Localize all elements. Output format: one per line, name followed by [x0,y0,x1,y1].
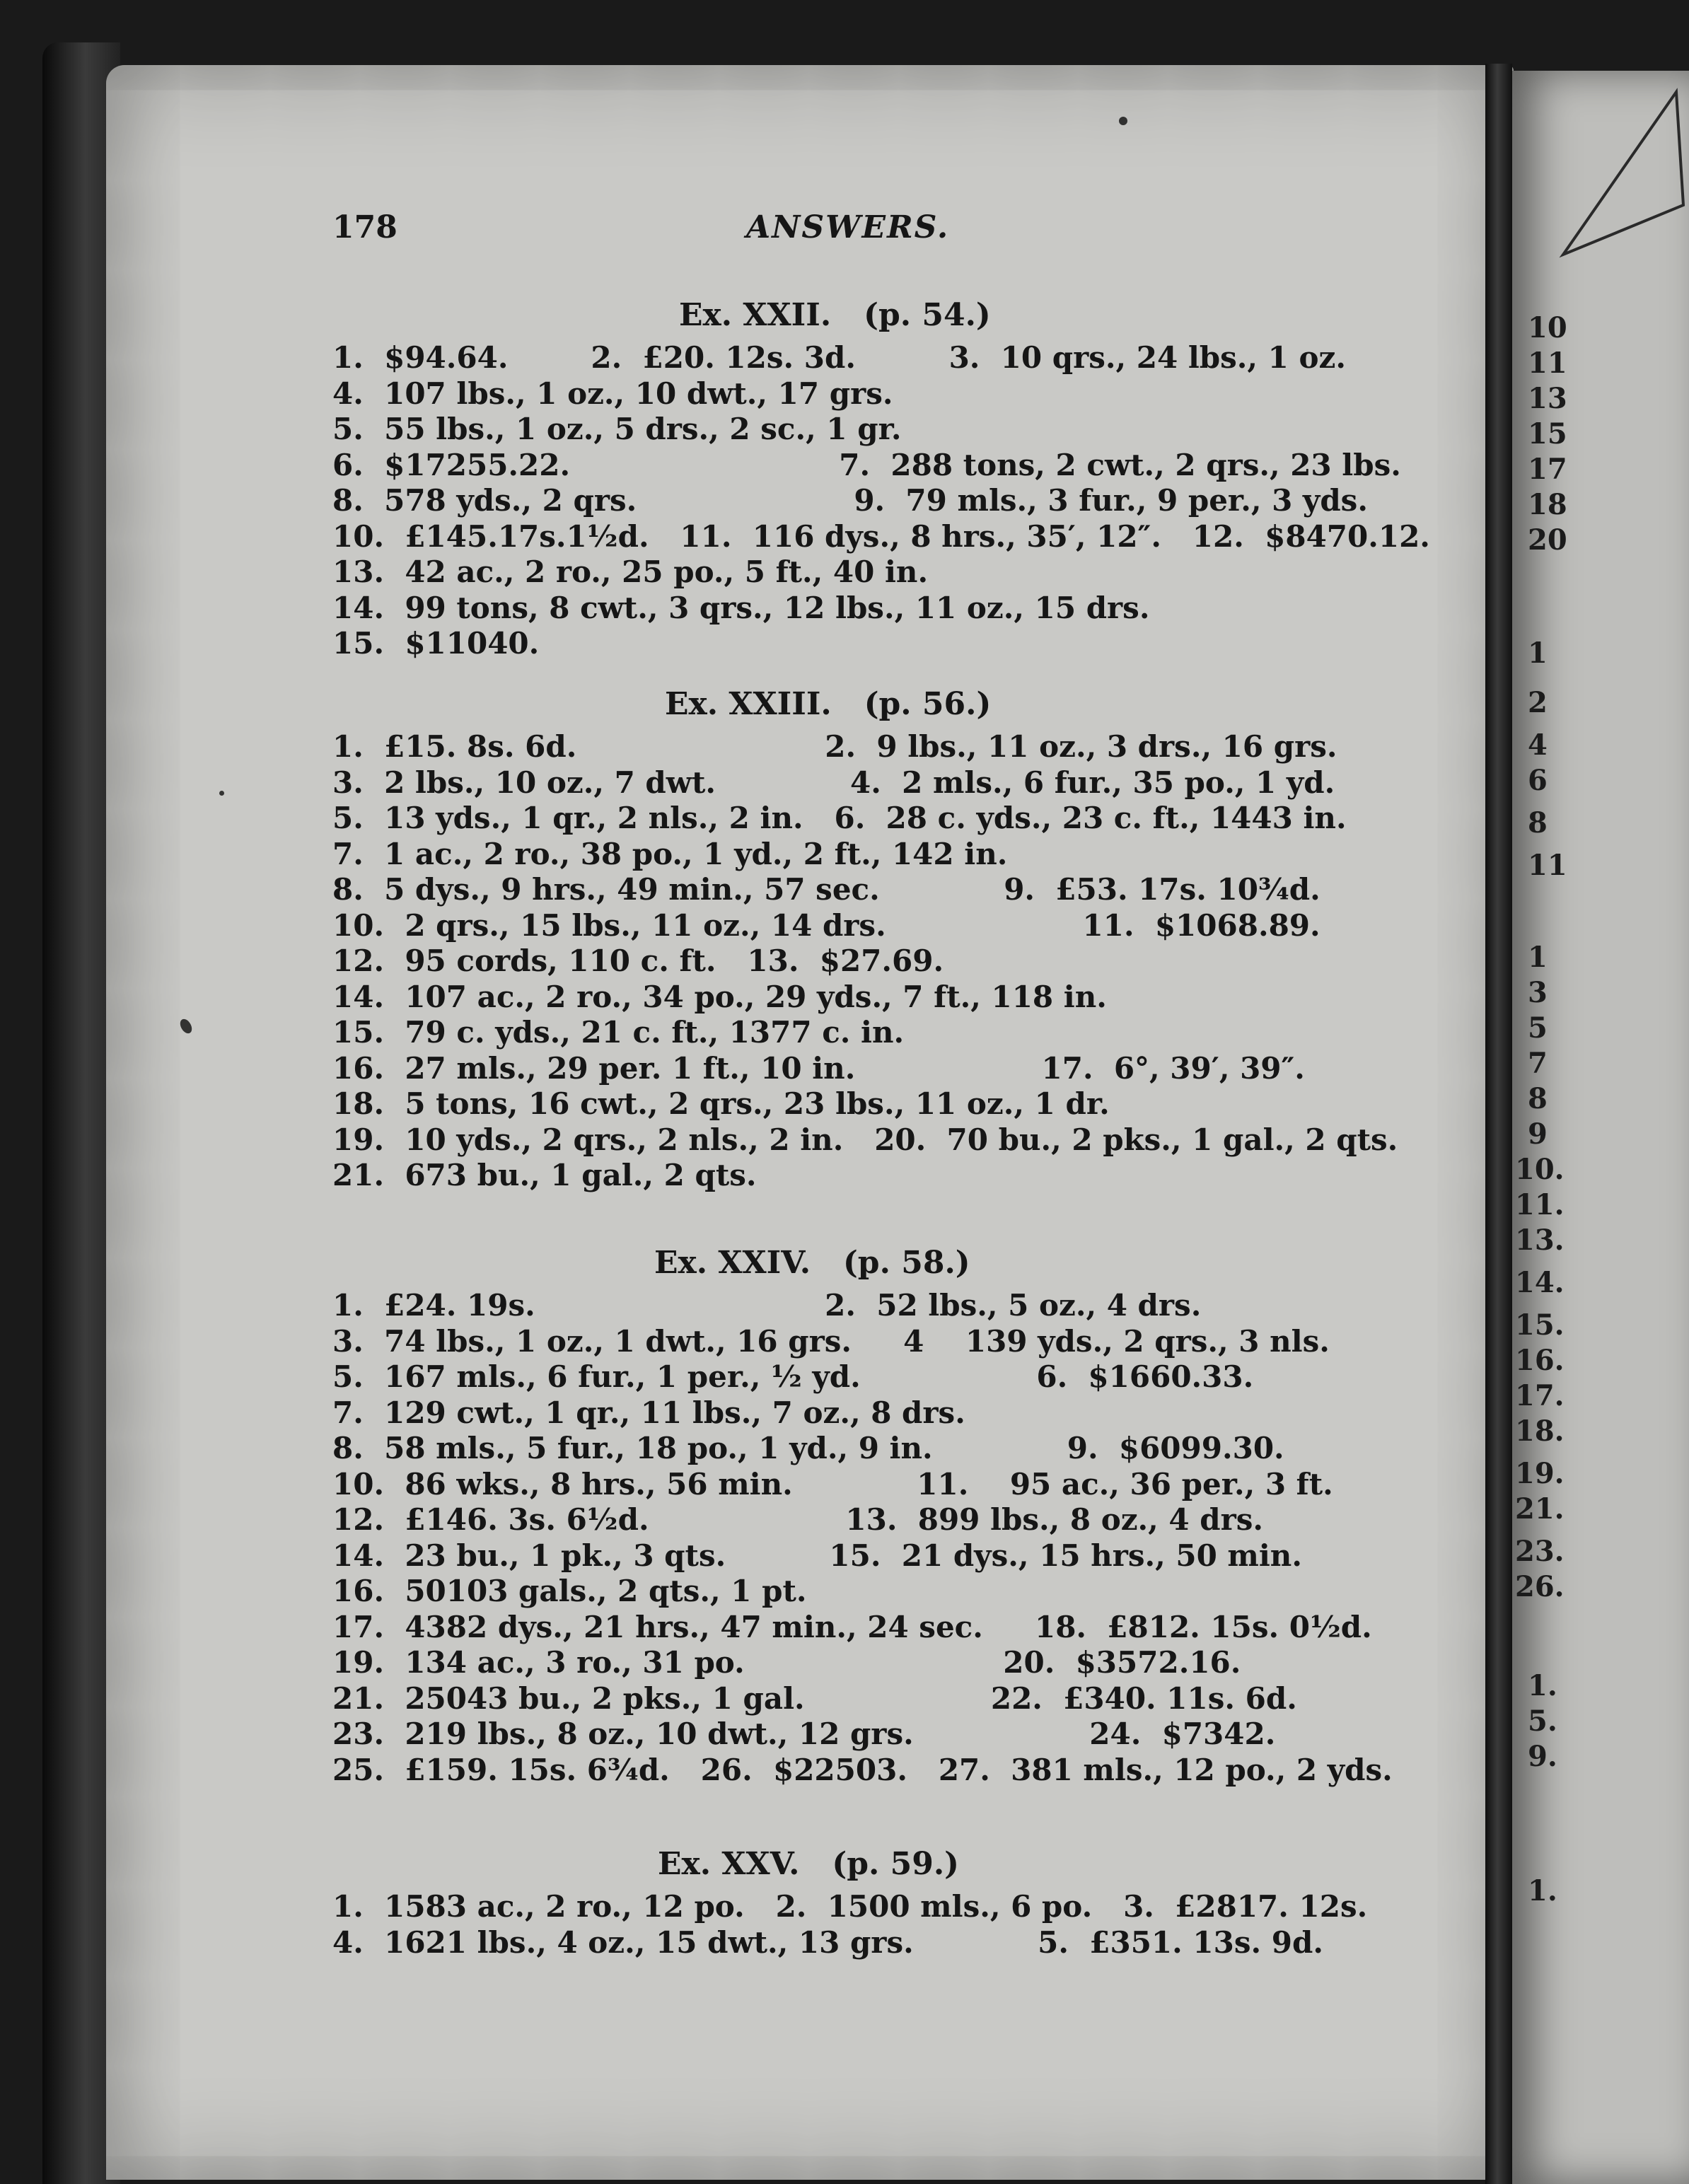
answer-line: 16. 27 mls., 29 per. 1 ft., 10 in. 17. 6°, 39′, 39″. [332,1050,1305,1086]
answer-line: 6. $17255.22. 7. 288 tons, 2 cwt., 2 qrs., 23 lbs. [332,447,1401,482]
answer-line: 16. 50103 gals., 2 qts., 1 pt. [332,1574,807,1608]
adjacent-page-number: 17. [1515,1379,1565,1412]
answer-line: 10. 2 qrs., 15 lbs., 11 oz., 14 drs. 11. $1068.89. [332,907,1321,943]
answer-line: 14. 99 tons, 8 cwt., 3 qrs., 12 lbs., 11 oz., 15 drs. [332,590,1150,625]
answer-line: 10. 86 wks., 8 hrs., 56 min. 11. 95 ac., 36 per., 3 ft. [332,1466,1333,1502]
adjacent-page-number: 10 [1528,311,1567,344]
adjacent-page-number: 1 [1528,941,1548,974]
adjacent-page-number: 16. [1515,1344,1565,1377]
answer-line: 25. £159. 15s. 6¾d. 26. $22503. 27. 381 mls., 12 po., 2 yds. [332,1752,1393,1787]
answer-line: 5. 13 yds., 1 qr., 2 nls., 2 in. 6. 28 c. yds., 23 c. ft., 1443 in. [332,801,1347,835]
adjacent-page-number: 15. [1515,1308,1565,1342]
adjacent-page-number: 15 [1528,417,1567,451]
answer-line: 7. 129 cwt., 1 qr., 11 lbs., 7 oz., 8 drs. [332,1395,965,1430]
book-spine [1485,64,1512,2184]
answer-line: 10. £145.17s.1½d. 11. 116 dys., 8 hrs., 35′, 12″. 12. $8470.12. [332,518,1430,554]
adjacent-page-number: 20 [1528,523,1567,557]
adjacent-page-number: 1. [1528,1669,1557,1702]
adjacent-page-number: 9 [1528,1117,1548,1151]
adjacent-page-number: 5 [1528,1011,1548,1045]
adjacent-page-number: 8 [1528,806,1548,840]
adjacent-page-number: 10. [1515,1153,1565,1186]
adjacent-page-number: 5. [1528,1704,1557,1738]
answer-line: 4. 1621 lbs., 4 oz., 15 dwt., 13 grs. 5. £351. 13s. 9d. [332,1924,1323,1960]
adjacent-page-number: 11. [1515,1188,1565,1221]
adjacent-page-number: 13. [1515,1224,1565,1257]
answer-line: 8. 578 yds., 2 qrs. 9. 79 mls., 3 fur., 9 per., 3 yds. [332,483,1368,518]
answer-line: 18. 5 tons, 16 cwt., 2 qrs., 23 lbs., 11 oz., 1 dr. [332,1086,1110,1121]
answer-line: 3. 2 lbs., 10 oz., 7 dwt. 4. 2 mls., 6 fur., 35 po., 1 yd. [332,765,1335,800]
answer-line: 8. 58 mls., 5 fur., 18 po., 1 yd., 9 in. 9. $6099.30. [332,1431,1284,1465]
answer-line: 17. 4382 dys., 21 hrs., 47 min., 24 sec. 18. £812. 15s. 0½d. [332,1609,1372,1644]
answer-line: 1. £15. 8s. 6d. 2. 9 lbs., 11 oz., 3 drs., 16 grs. [332,729,1337,764]
answer-line: 7. 1 ac., 2 ro., 38 po., 1 yd., 2 ft., 142 in. [332,836,1008,871]
adjacent-page-number: 17 [1528,453,1567,486]
adjacent-page-number: 26. [1515,1570,1565,1603]
section-heading: Ex. XXIV. (p. 58.) [654,1245,970,1281]
page-header [332,209,1400,252]
answer-line: 19. 10 yds., 2 qrs., 2 nls., 2 in. 20. 70 bu., 2 pks., 1 gal., 2 qts. [332,1122,1398,1157]
adjacent-page-number: 19. [1515,1457,1565,1490]
adjacent-page-number: 1 [1528,637,1548,670]
answer-line: 14. 107 ac., 2 ro., 34 po., 29 yds., 7 ft., 118 in. [332,979,1107,1014]
answer-line: 15. 79 c. yds., 21 c. ft., 1377 c. in. [332,1015,905,1050]
ink-speck [1119,117,1127,125]
answer-line: 13. 42 ac., 2 ro., 25 po., 5 ft., 40 in. [332,554,929,589]
answer-line: 5. 55 lbs., 1 oz., 5 drs., 2 sc., 1 gr. [332,412,902,446]
adjacent-page-number: 4 [1528,728,1548,762]
adjacent-page-number: 7 [1528,1047,1548,1080]
answer-line: 12. £146. 3s. 6½d. 13. 899 lbs., 8 oz., 4 drs. [332,1502,1264,1537]
page-corner-fold-icon [1521,78,1689,304]
adjacent-page-number: 11 [1528,849,1567,882]
answer-line: 21. 25043 bu., 2 pks., 1 gal. 22. £340. 11s. 6d. [332,1680,1297,1716]
answer-line: 5. 167 mls., 6 fur., 1 per., ½ yd. 6. $1660.33. [332,1359,1254,1394]
adjacent-page-number: 18 [1528,488,1567,521]
section-heading: Ex. XXIII. (p. 56.) [665,686,992,722]
answer-line: 1. £24. 19s. 2. 52 lbs., 5 oz., 4 drs. [332,1288,1202,1323]
answer-line: 21. 673 bu., 1 gal., 2 qts. [332,1158,757,1192]
adjacent-page-number: 2 [1528,686,1548,719]
ink-speck [219,791,224,796]
answer-line: 14. 23 bu., 1 pk., 3 qts. 15. 21 dys., 15 hrs., 50 min. [332,1538,1302,1573]
answer-line: 4. 107 lbs., 1 oz., 10 dwt., 17 grs. [332,376,893,411]
answer-line: 23. 219 lbs., 8 oz., 10 dwt., 12 grs. 24. $7342. [332,1717,1276,1751]
answer-line: 3. 74 lbs., 1 oz., 1 dwt., 16 grs. 4 139 yds., 2 qrs., 3 nls. [332,1323,1330,1359]
answer-line: 19. 134 ac., 3 ro., 31 po. 20. $3572.16. [332,1645,1241,1680]
answer-line: 1. $94.64. 2. £20. 12s. 3d. 3. 10 qrs., 24 lbs., 1 oz. [332,340,1346,375]
adjacent-page-number: 9. [1528,1740,1557,1773]
adjacent-page-number: 14. [1515,1266,1565,1299]
adjacent-page-number: 6 [1528,764,1548,797]
adjacent-page-number: 8 [1528,1082,1548,1115]
adjacent-page-number: 13 [1528,382,1567,415]
page-number: 178 [332,209,397,245]
adjacent-page-number: 11 [1528,347,1567,380]
answer-line: 8. 5 dys., 9 hrs., 49 min., 57 sec. 9. £53. 17s. 10¾d. [332,872,1321,907]
adjacent-page-number: 21. [1515,1492,1565,1526]
answer-line: 1. 1583 ac., 2 ro., 12 po. 2. 1500 mls., 6 po. 3. £2817. 12s. [332,1889,1368,1924]
adjacent-page-number: 3 [1528,976,1548,1009]
answer-line: 15. $11040. [332,626,540,661]
running-title: ANSWERS. [746,209,950,245]
section-heading: Ex. XXII. (p. 54.) [679,297,991,333]
adjacent-page-strip [1512,71,1689,2184]
section-heading: Ex. XXV. (p. 59.) [658,1846,959,1882]
adjacent-page-number: 23. [1515,1535,1565,1568]
adjacent-page-number: 18. [1515,1415,1565,1448]
answer-line: 12. 95 cords, 110 c. ft. 13. $27.69. [332,943,944,978]
adjacent-page-number: 1. [1528,1874,1557,1907]
